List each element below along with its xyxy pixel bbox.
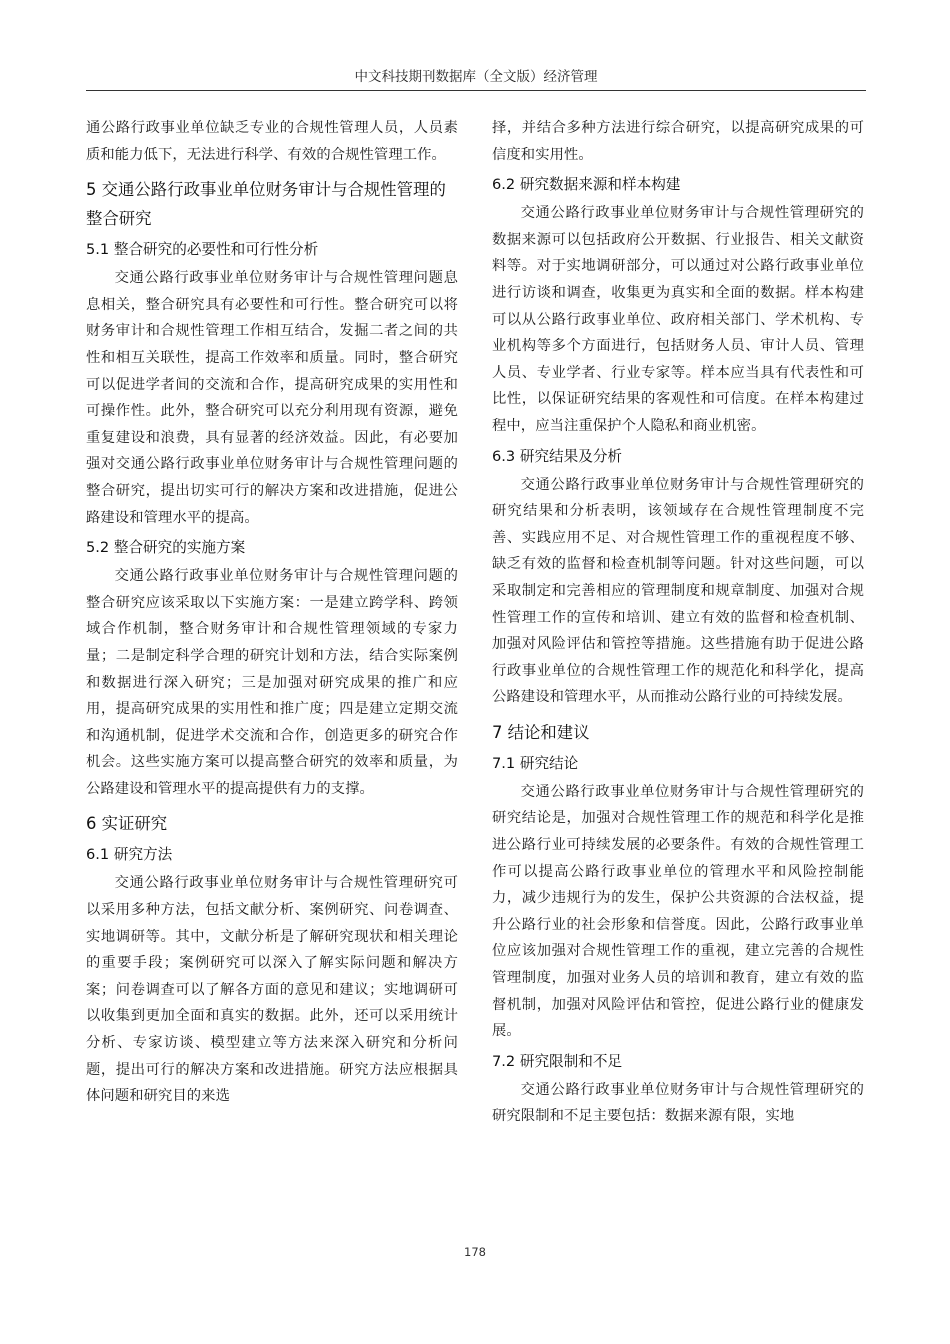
section-7-2-heading: 7.2 研究限制和不足 bbox=[492, 1052, 623, 1070]
paragraph-continued: 择，并结合多种方法进行综合研究，以提高研究成果的可信度和实用性。 bbox=[492, 120, 864, 163]
section-5-1-heading: 5.1 整合研究的必要性和可行性分析 bbox=[86, 241, 319, 259]
section-7-2-paragraph: 交通公路行政事业单位财务审计与合规性管理研究的研究限制和不足主要包括：数据来源有限，实地 bbox=[492, 1081, 864, 1125]
page-number: 178 bbox=[464, 1245, 486, 1259]
section-6-1-paragraph: 交通公路行政事业单位财务审计与合规性管理研究可以采用多种方法，包括文献分析、案例研究、问卷调查、实地调研等。其中，文献分析是了解研究现状和相关理论的重要手段；案例研究可以深入了解实际问题和解决方案；问卷调查可以了解各方面的意见和建议；实地调研可以收集到更加全面和真实的数据。此外，还可以采用统计分析、专家访谈、模型建立等方法来深入研究和分析问题，提出可行的解决方案和改进措施。研究方法应根据具体问题和研究目的来选 bbox=[86, 875, 458, 1105]
section-6-3-paragraph: 交通公路行政事业单位财务审计与合规性管理研究的研究结果和分析表明，该领域存在合规性管理制度不完善、实践应用不足、对合规性管理工作的重视程度不够、缺乏有效的监督和检查机制等问题。针对这些问题，可以采取制定和完善相应的管理制度和规章制度、加强对合规性管理工作的宣传和培训、建立有效的监督和检查机制、加强对风险评估和管控等措施。这些措施有助于促进公路行政事业单位的合规性管理工作的规范化和科学化，提高公路建设和管理水平，从而推动公路行业的可持续发展。 bbox=[492, 476, 864, 706]
section-5-1-paragraph: 交通公路行政事业单位财务审计与合规性管理问题息息相关，整合研究具有必要性和可行性。整合研究可以将财务审计和合规性管理工作相互结合，发掘二者之间的共性和相互关联性，提高工作效率和质量。同时，整合研究可以促进学者间的交流和合作，提高研究成果的实用性和可操作性。此外，整合研究可以充分利用现有资源，避免重复建设和浪费，具有显著的经济效益。因此，有必要加强对交通公路行政事业单位财务审计与合规性管理问题的整合研究，提出切实可行的解决方案和改进措施，促进公路建设和管理水平的提高。 bbox=[86, 270, 458, 526]
section-7-1-heading: 7.1 研究结论 bbox=[492, 754, 579, 772]
left-column bbox=[86, 115, 458, 1110]
section-5-2-heading: 5.2 整合研究的实施方案 bbox=[86, 539, 246, 557]
section-6-2-heading: 6.2 研究数据来源和样本构建 bbox=[492, 176, 681, 194]
section-7-heading: 7 结论和建议 bbox=[492, 722, 590, 742]
paragraph-continued: 通公路行政事业单位缺乏专业的合规性管理人员，人员素质和能力低下，无法进行科学、有效的合规性管理工作。 bbox=[86, 120, 458, 163]
section-7-1-paragraph: 交通公路行政事业单位财务审计与合规性管理研究的研究结论是，加强对合规性管理工作的规范和科学化是推进公路行业可持续发展的必要条件。有效的合规性管理工作可以提高公路行政事业单位的管理水平和风险控制能力，减少违规行为的发生，保护公共资源的合法权益，提升公路行业的社会形象和信誉度。因此，公路行政事业单位应该加强对合规性管理工作的重视，建立完善的合规性管理制度，加强对业务人员的培训和教育，建立有效的监督机制，加强对风险评估和管控，促进公路行业的健康发展。 bbox=[492, 783, 864, 1040]
section-6-2-paragraph: 交通公路行政事业单位财务审计与合规性管理研究的数据来源可以包括政府公开数据、行业报告、相关文献资料等。对于实地调研部分，可以通过对公路行政事业单位进行访谈和调查，收集更为真实和全面的数据。样本构建可以从公路行政事业单位、政府相关部门、学术机构、专业机构等多个方面进行，包括财务人员、审计人员、管理人员、专业学者、行业专家等。样本应当具有代表性和可比性，以保证研究结果的客观性和可信度。在样本构建过程中，应当注重保护个人隐私和商业机密。 bbox=[492, 205, 864, 434]
section-6-1-heading: 6.1 研究方法 bbox=[86, 846, 173, 864]
right-column bbox=[492, 115, 864, 1130]
section-5-heading: 5 交通公路行政事业单位财务审计与合规性管理的整合研究 bbox=[86, 180, 446, 229]
section-5-2-paragraph: 交通公路行政事业单位财务审计与合规性管理问题的整合研究应该采取以下实施方案：一是建立跨学科、跨领域合作机制，整合财务审计和合规性管理领域的专家力量；二是制定科学合理的研究计划和方法，结合实际案例和数据进行深入研究；三是加强对研究成果的推广和应用，提高研究成果的实用性和推广度；四是建立定期交流和沟通机制，促进学术交流和合作，创造更多的研究合作机会。这些实施方案可以提高整合研究的效率和质量，为公路建设和管理水平的提高提供有力的支撑。 bbox=[86, 568, 458, 797]
section-6-heading: 6 实证研究 bbox=[86, 814, 168, 834]
section-6-3-heading: 6.3 研究结果及分析 bbox=[492, 447, 623, 465]
header-rule bbox=[86, 90, 866, 91]
running-header: 中文科技期刊数据库（全文版）经济管理 bbox=[354, 69, 598, 85]
